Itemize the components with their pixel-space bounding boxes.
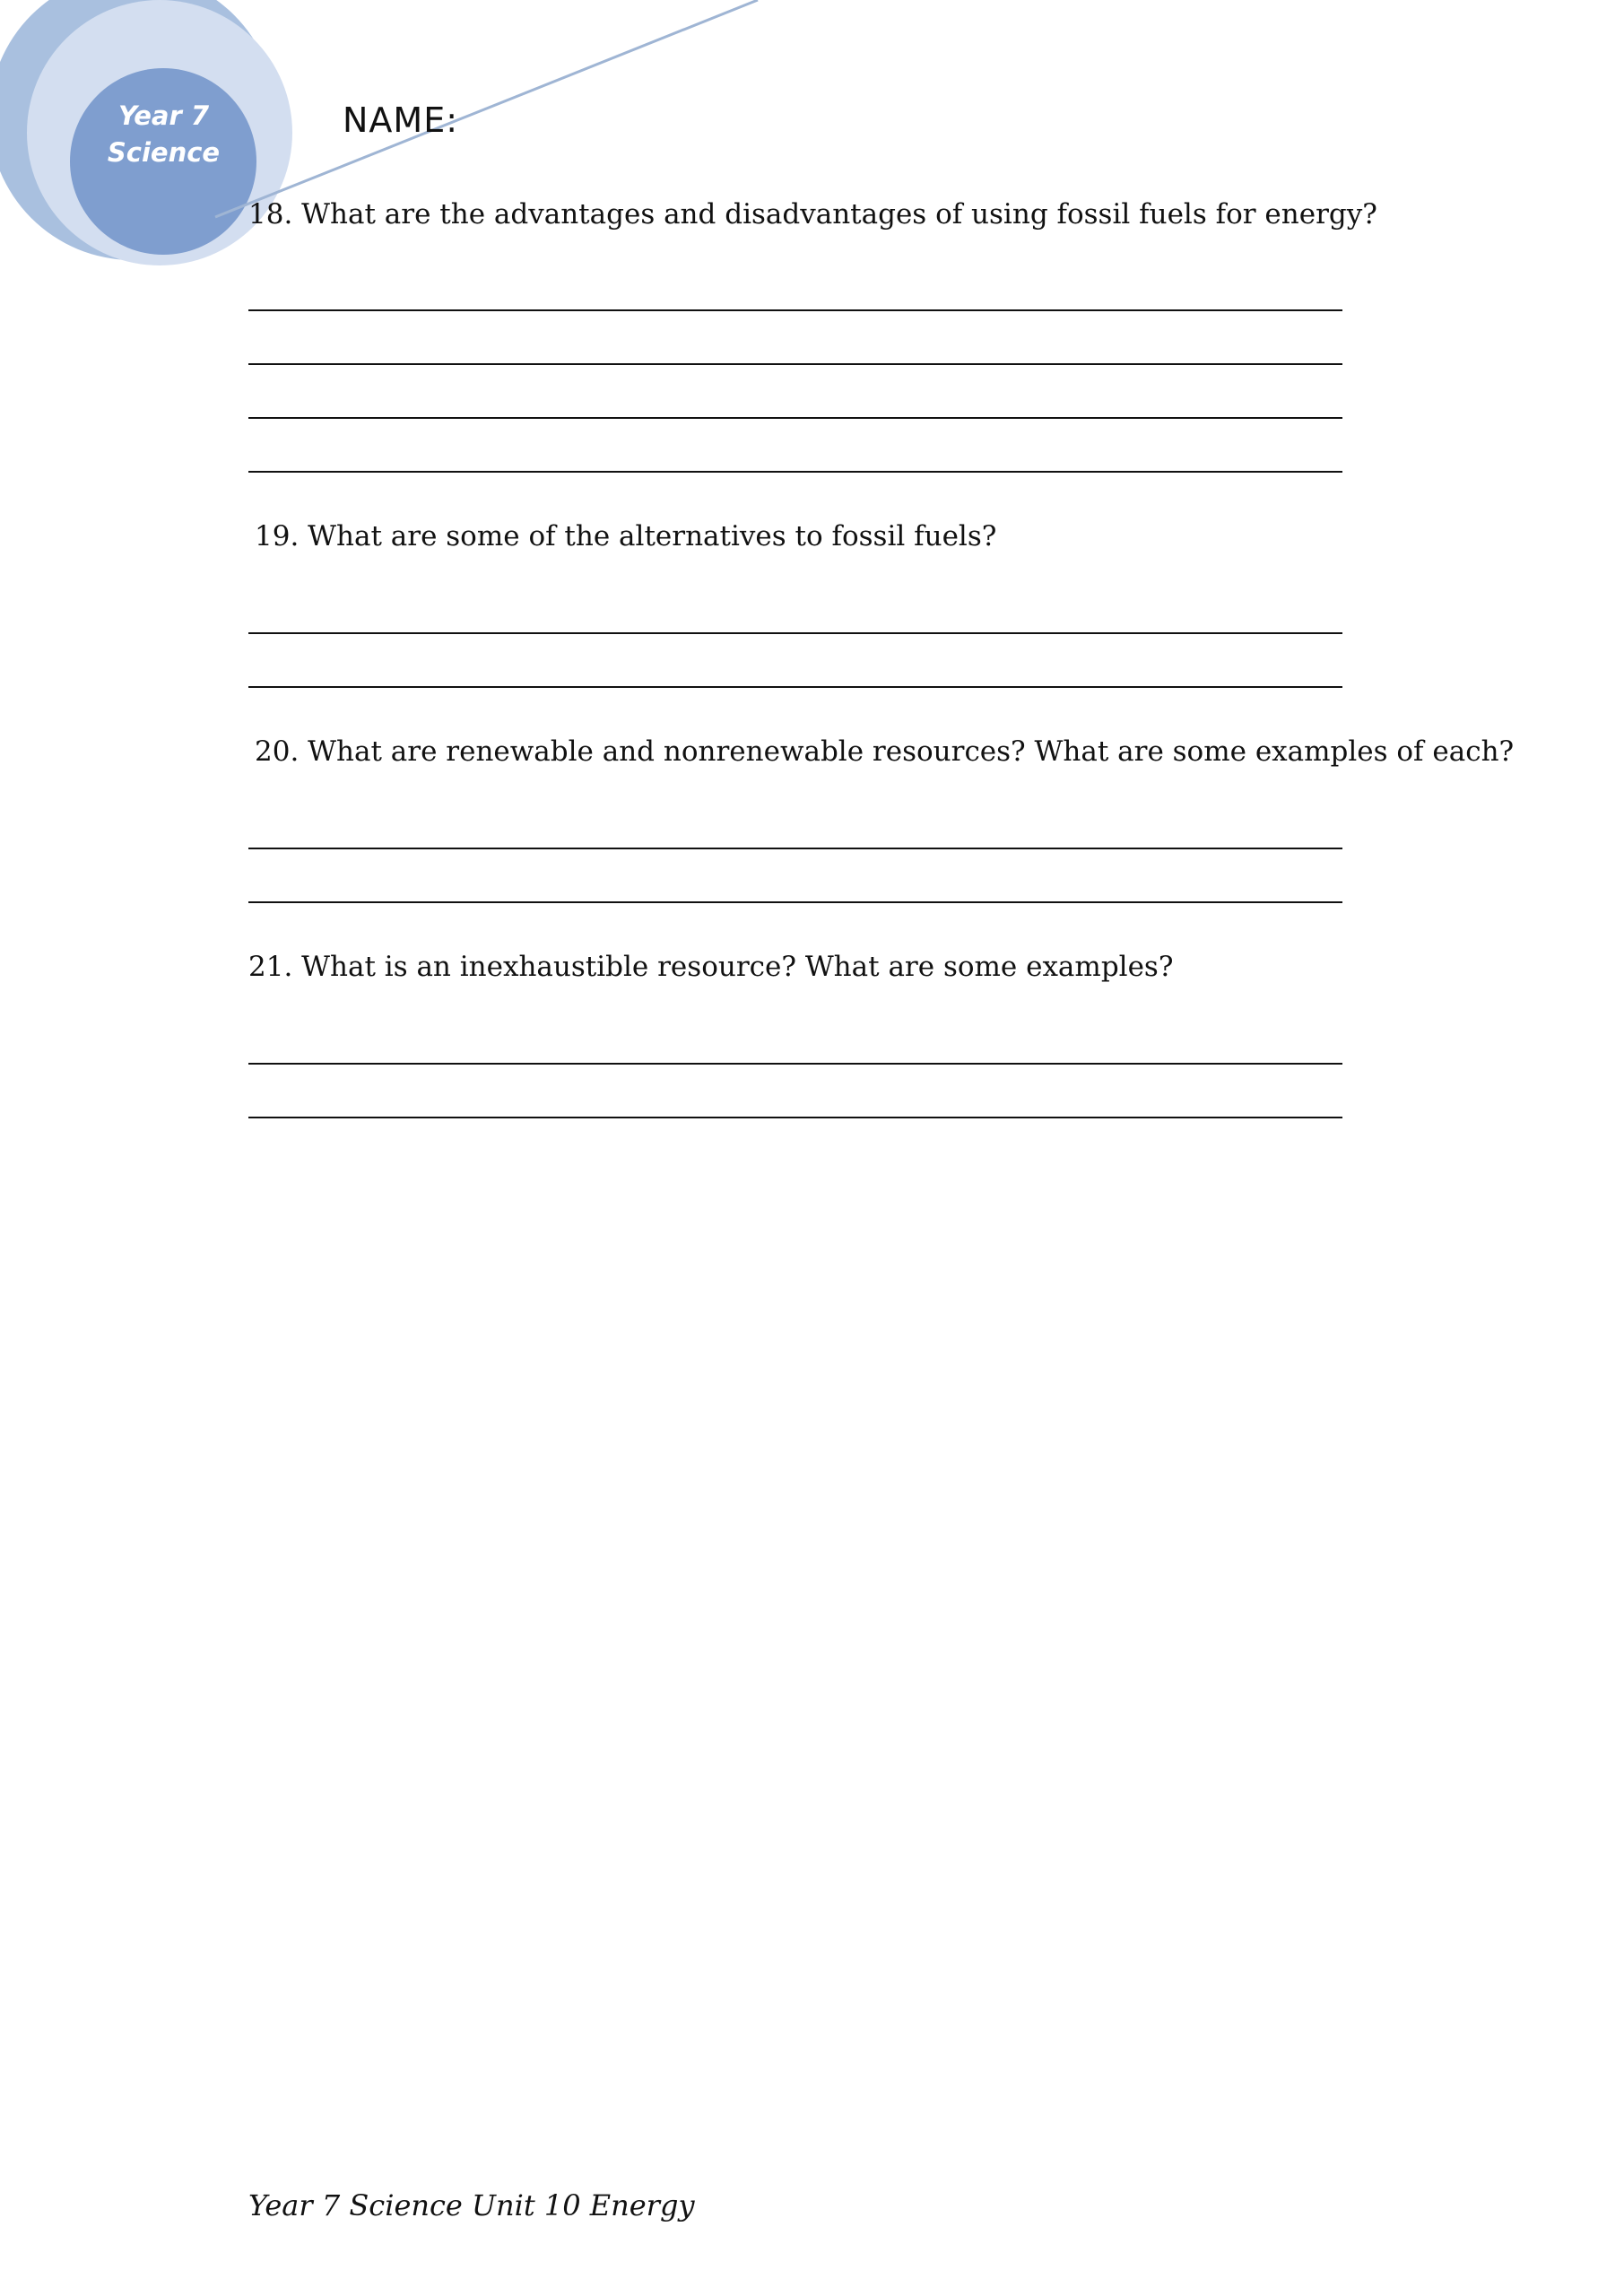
badge-year-text: Year 7: [117, 100, 210, 131]
answer-line-q20-2[interactable]: [248, 901, 1342, 903]
answer-line-q20-1[interactable]: [248, 848, 1342, 849]
question-21: 21. What is an inexhaustible resource? What are some examples?: [248, 951, 1174, 983]
answer-line-q19-2[interactable]: [248, 686, 1342, 688]
question-19: 19. What are some of the alternatives to fossil fuels?: [255, 520, 997, 552]
answer-line-q21-1[interactable]: [248, 1063, 1342, 1065]
answer-line-q18-1[interactable]: [248, 309, 1342, 311]
diagonal-line: [215, 0, 758, 217]
answer-line-q21-2[interactable]: [248, 1117, 1342, 1118]
question-18: 18. What are the advantages and disadvantages of using fossil fuels for energy?: [248, 198, 1377, 230]
page-footer: Year 7 Science Unit 10 Energy: [248, 2188, 695, 2222]
answer-line-q18-4[interactable]: [248, 471, 1342, 473]
answer-line-q18-2[interactable]: [248, 363, 1342, 365]
answer-line-q18-3[interactable]: [248, 417, 1342, 419]
name-label: NAME:: [343, 100, 459, 140]
badge-subject-text: Science: [107, 137, 221, 168]
answer-line-q19-1[interactable]: [248, 632, 1342, 634]
question-20: 20. What are renewable and nonrenewable resources? What are some examples of each?: [255, 735, 1515, 768]
